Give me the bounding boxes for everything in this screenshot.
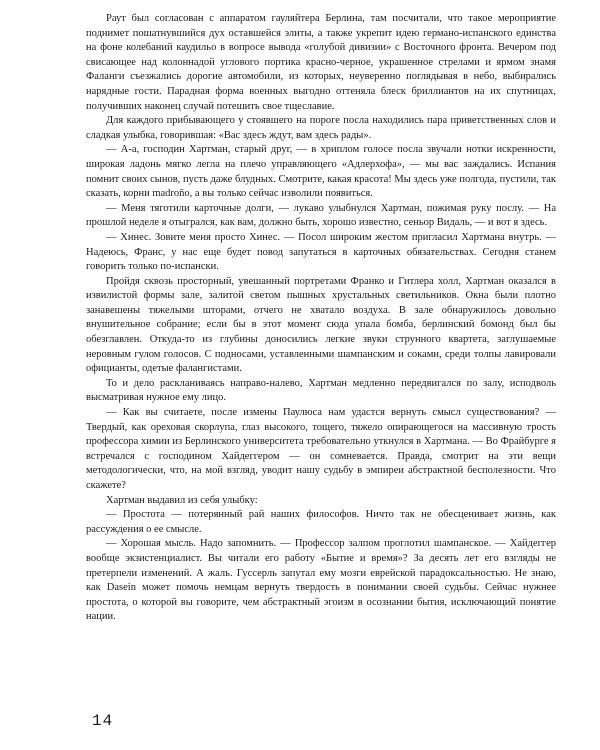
paragraph: Хартман выдавил из себя улыбку: bbox=[106, 494, 258, 506]
body-text bbox=[86, 12, 556, 625]
paragraph: — Простота — потерянный рай наших философов. Ничто так не обесценивает жизнь, как рассуждения о ее смысле. bbox=[86, 509, 556, 535]
paragraph: — Хорошая мысль. Надо запомнить. — Профессор залпом проглотил шампанское. — Хайдеггер вообще экзистенциалист. Вы читали его работу «Бытие и время»? За десять лет его взгляды не претерпели изменений. А жаль. Гуссерль запутал ему мозги еврейской парадоксальностью. Не знаю, как Dasein может помочь немцам вернуть твердость в понимании своей судьбы. Сейчас нужнее простота, о которой вы говорите, чем абстрактный эгоизм в осознании бытия, исключающий понятие нации. bbox=[86, 538, 556, 623]
paragraph: Пройдя сквозь просторный, увешанный портретами Франко и Гитлера холл, Хартман оказался в извилистой формы зале, залитой светом пышных хрустальных светильников. Окна были плотно занавешены тяжелыми шторами, отчего не хватало воздуха. В зале обнаружилось довольно внушительное собрание; если бы в этот момент сюда упала бомба, берлинский бомонд был бы обезглавлен. Откуда-то из глубины доносились легкие звуки струнного квартета, заглушаемые неровным гулом голосов. С подносами, уставленными шампанским и соками, среди толпы лавировали официанты, одетые фалангистами. bbox=[86, 275, 556, 375]
page-number: 14 bbox=[92, 712, 114, 730]
paragraph: — Меня тяготили карточные долги, — лукаво улыбнулся Хартман, пожимая руку послу. — На прошлой неделе я отыгрался, как вам, должно быть, хорошо известно, сеньор Видаль, — и вот я здесь. bbox=[86, 202, 556, 229]
paragraph: — А-а, господин Хартман, старый друг, — в хриплом голосе посла звучали нотки искренности, широкая ладонь мягко легла на плечо управляющего «Адлерхофа», — мы вас заждались. Испания помнит своих сынов, пусть даже блудных. Смотрите, какая красота! Мы здесь уже полгода, пустили, так сказать, корни madroño, а вы только сейчас изволили появиться. bbox=[86, 144, 556, 200]
paragraph: Для каждого прибывающего у стоявшего на пороге посла находились пара приветственных слов и сладкая улыбка, говорившая: «Вас здесь ждут, вам здесь рады». bbox=[86, 115, 556, 141]
paragraph: Раут был согласован с аппаратом гауляйтера Берлина, там посчитали, что такое мероприятие поднимет пошатнувшийся дух оставшейся элиты, а также укрепит идею германо-испанского единства на фоне колебаний каудильо в вопросе вывода «голубой дивизии» с Восточного фронта. Вечером под свисающее над колоннадой углового портика красно-черное, украшенное стрелами и ярмом знамя Фаланги съезжались дорогие автомобили, из которых, неуверенно поглядывая в небо, выбирались нарядные гости. Парадная форма военных выгодно оттеняла блеск бриллиантов на их спутницах, получивших наконец случай потешить свое тщеславие. bbox=[86, 13, 556, 112]
paragraph: — Хинес. Зовите меня просто Хинес. — Посол широким жестом пригласил Хартмана внутрь. — Надеюсь, Франс, у нас еще будет повод запутаться в карточных обязательствах. Сегодня станем говорить только по-испански. bbox=[86, 231, 556, 273]
paragraph: То и дело раскланиваясь направо-налево, Хартман медленно передвигался по залу, исподволь высматривая нужное ему лицо. bbox=[86, 377, 556, 404]
paragraph: — Как вы считаете, после измены Паулюса нам удастся вернуть смысл существования? — Твердый, как ореховая скорлупа, глаз высокого, тощего, тяжело опирающегося на массивную трость профессора химии из Берлинского университета требовательно уткнулся в Хартмана. — Во Фрайбурге я встречался с господином Хайдеггером — он сомневается. Правда, смотрит на эти вещи методологически, что, на мой взгляд, уводит нашу судьбу в эмпиреи абстрактной бесполезности. Что скажете? bbox=[86, 407, 556, 491]
